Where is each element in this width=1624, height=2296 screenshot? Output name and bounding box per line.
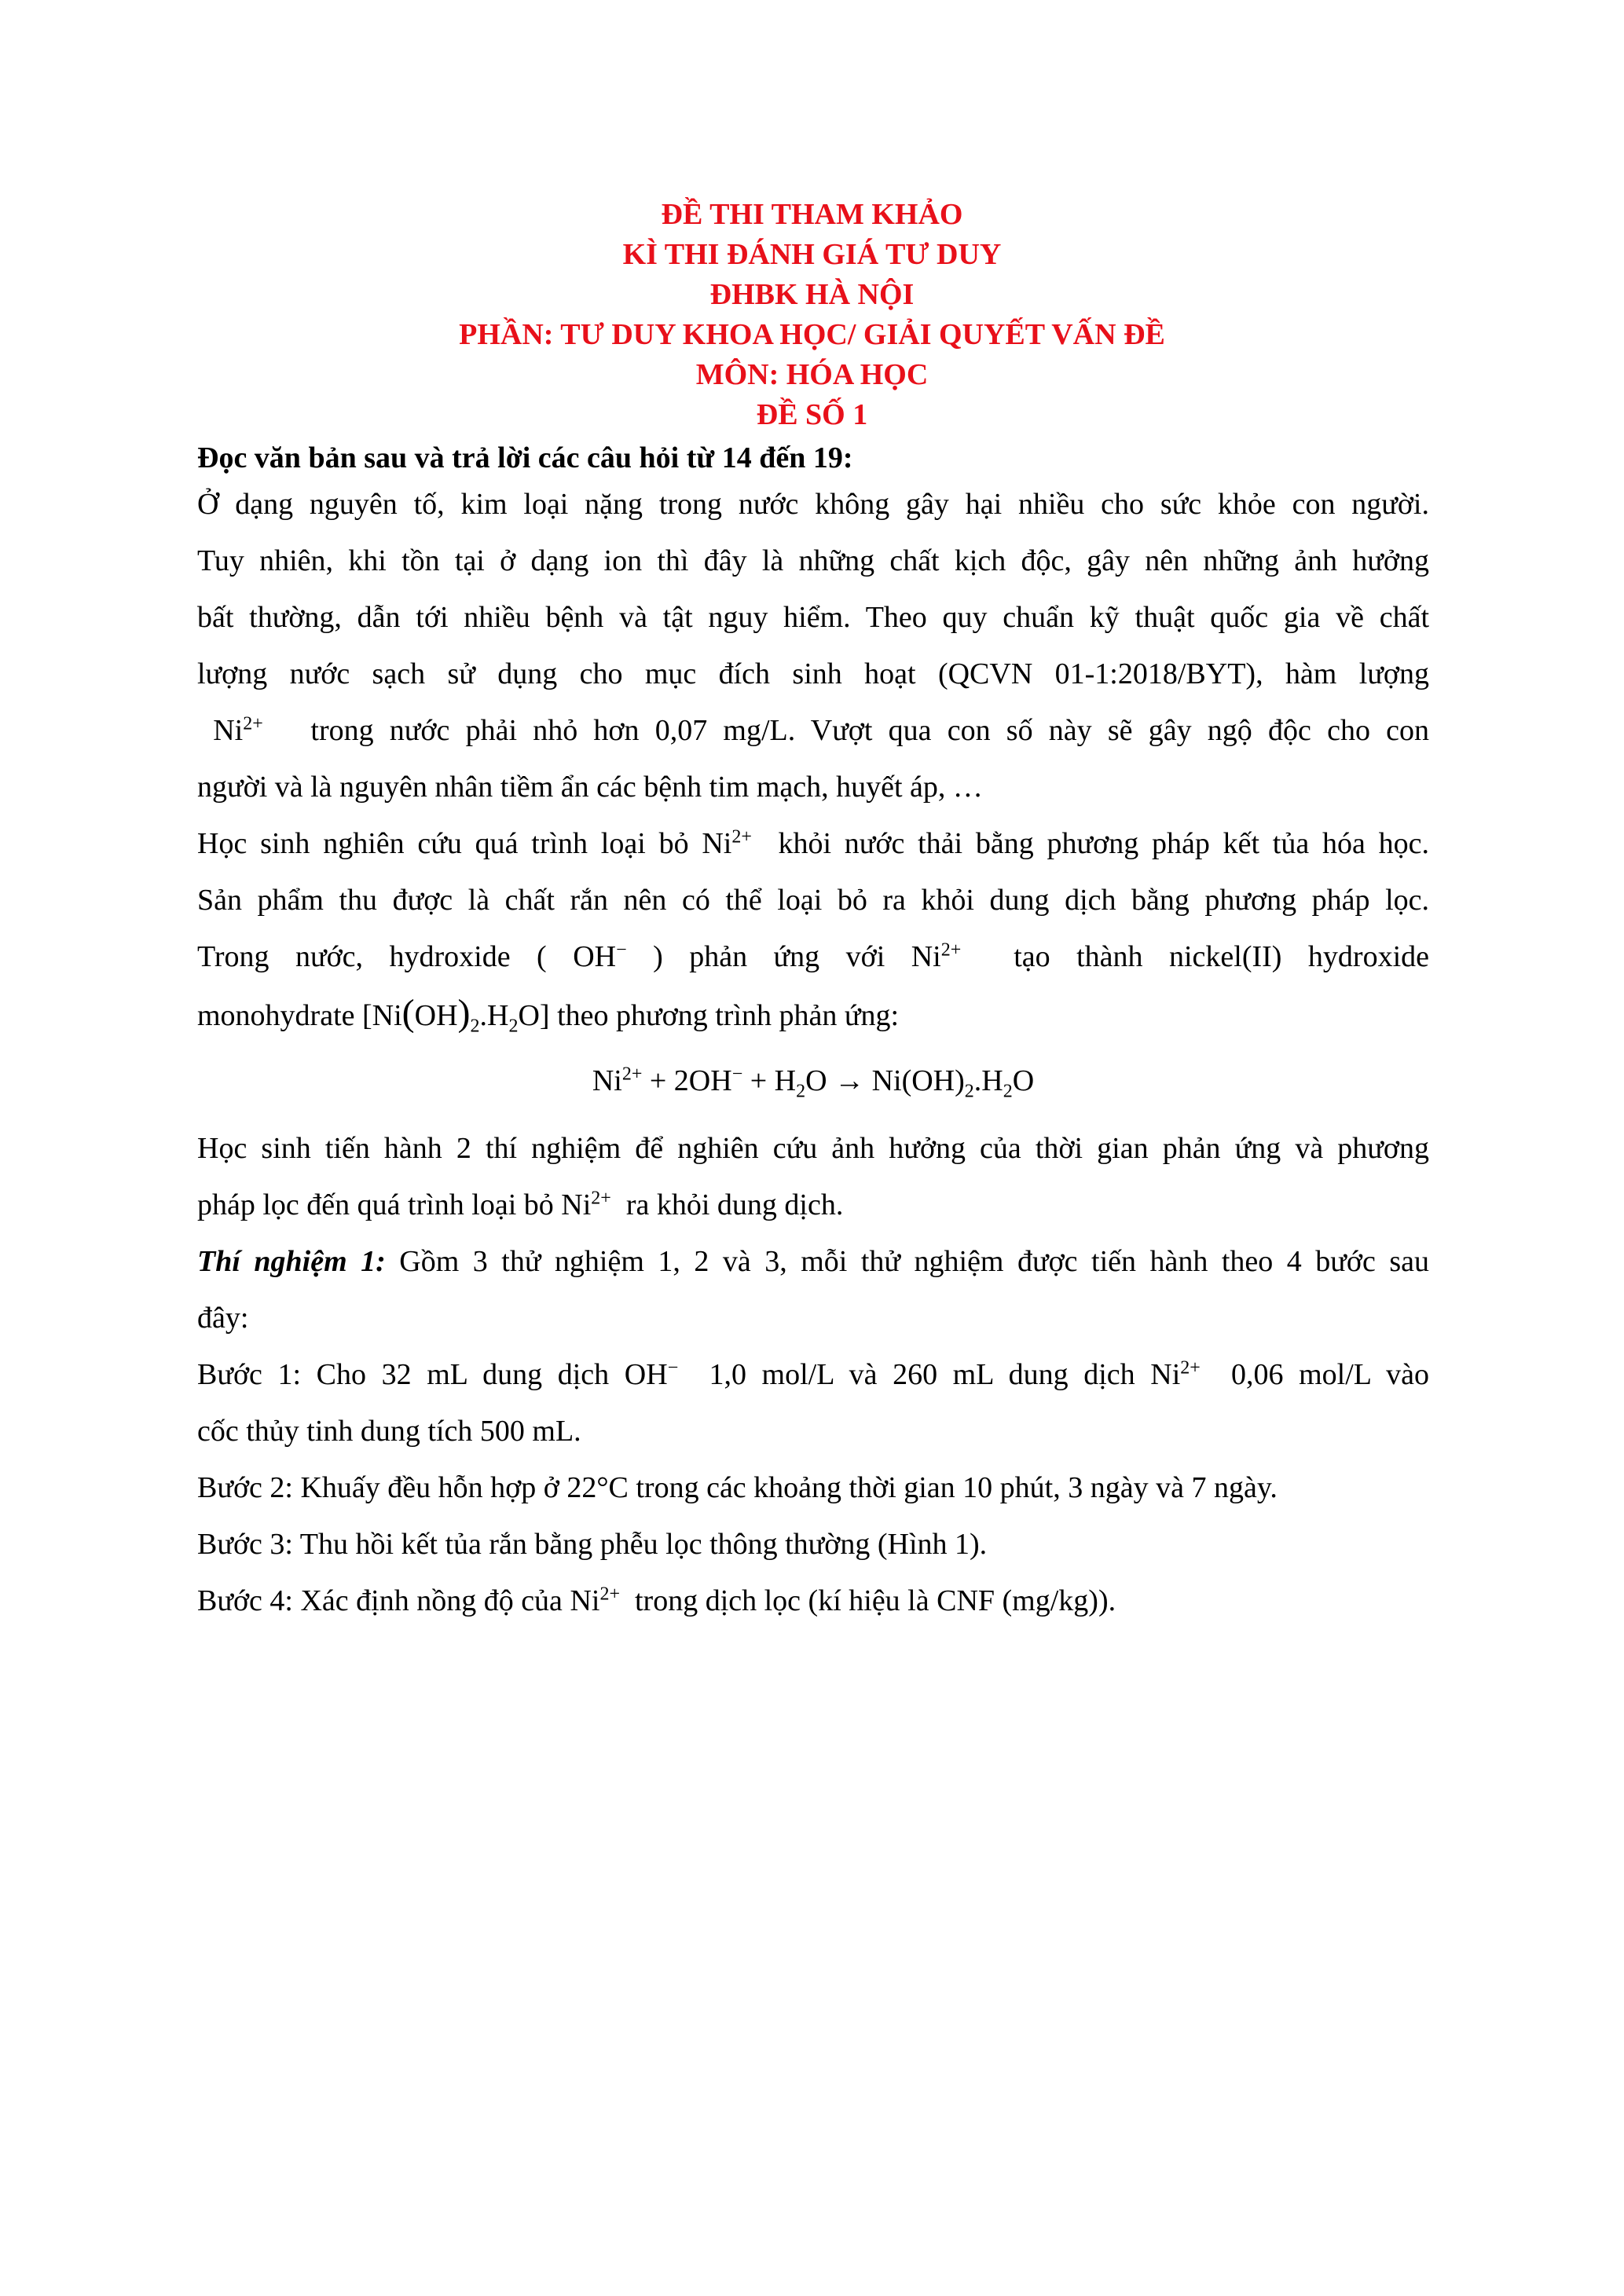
reaction-equation: $Ni^{2+} + 2OH^- + H_2O \to Ni(OH)_2.H_2O$ bbox=[592, 1064, 1035, 1102]
text-line: người và là nguyên nhân tiềm ẩn các bệnh tim mạch, huyết áp, … bbox=[197, 771, 983, 804]
text-line: Bước 2: Khuấy đều hỗn hợp ở 22°C trong các khoảng thời gian 10 phút, 3 ngày và 7 ngày. bbox=[197, 1471, 1278, 1504]
reaction-arrow-icon: → bbox=[834, 1064, 865, 1097]
text-line: Học sinh nghiên cứu quá trình loại bỏ $Ni^{2+}$ khỏi nước thải bằng phương pháp kết tủa hóa học. bbox=[197, 826, 1430, 860]
hydroxide-ion-formula: OH− bbox=[624, 1357, 679, 1391]
header-university: ĐHBK HÀ NỘI bbox=[709, 278, 915, 311]
paragraph-experiments bbox=[197, 1120, 1429, 1233]
header-exam-number: ĐỀ SỐ 1 bbox=[756, 398, 868, 431]
header-subject: MÔN: HÓA HỌC bbox=[695, 358, 929, 391]
text-line: Học sinh tiến hành 2 thí nghiệm để nghiên cứu ảnh hưởng của thời gian phản ứng và phương bbox=[197, 1132, 1429, 1165]
text-line: Tuy nhiên, khi tồn tại ở dạng ion thì đây là những chất kịch độc, gây nên những ảnh hưởng bbox=[197, 544, 1429, 577]
paragraph-intro bbox=[197, 476, 1429, 815]
text-line: lượng nước sạch sử dụng cho mục đích sinh hoạt (QCVN 01-1:2018/BYT), hàm lượng bbox=[197, 657, 1429, 690]
text-line: monohydrate $[Ni(OH)_2.H_2O]$ theo phương trình phản ứng: bbox=[197, 992, 899, 1037]
ni-ion-formula: $Ni^{2+}$ bbox=[561, 1188, 611, 1221]
text-line: bất thường, dẫn tới nhiều bệnh và tật nguy hiểm. Theo quy chuẩn kỹ thuật quốc gia về chất bbox=[197, 601, 1429, 634]
ni-ion-formula: $Ni^{2+}$ bbox=[213, 713, 263, 747]
text-line: Ở dạng nguyên tố, kim loại nặng trong nước không gây hại nhiều cho sức khỏe con người. bbox=[197, 488, 1429, 521]
experiment-label: Thí nghiệm 1: bbox=[197, 1245, 386, 1278]
step-1 bbox=[197, 1346, 1429, 1459]
text-line: đây: bbox=[197, 1302, 249, 1335]
header-section: PHẦN: TƯ DUY KHOA HỌC/ GIẢI QUYẾT VẤN ĐỀ bbox=[459, 318, 1165, 351]
paragraph-study bbox=[197, 815, 1429, 1042]
text-line: Bước 4: Xác định nồng độ của $Ni^{2+}$ trong dịch lọc (kí hiệu là CNF (mg/kg)). bbox=[197, 1584, 1116, 1617]
header-title-line: ĐỀ THI THAM KHẢO bbox=[661, 198, 963, 231]
text-line: Thí nghiệm 1: Gồm 3 thử nghiệm 1, 2 và 3, mỗi thử nghiệm được tiến hành theo 4 bước sau bbox=[197, 1245, 1429, 1278]
ni-ion-formula: $Ni^{2+}$ bbox=[911, 939, 962, 973]
step-2 bbox=[197, 1459, 1429, 1516]
text-line: pháp lọc đến quá trình loại bỏ $Ni^{2+}$ ra khỏi dung dịch. bbox=[197, 1188, 844, 1221]
hydroxide-ion-formula: OH− bbox=[573, 939, 627, 973]
ni-ion-formula: $Ni^{2+}$ bbox=[702, 826, 752, 860]
text-line: Bước 3: Thu hồi kết tủa rắn bằng phễu lọc thông thường (Hình 1). bbox=[197, 1528, 988, 1561]
nickel-hydroxide-formula: $[Ni(OH)_2.H_2O]$ bbox=[362, 992, 550, 1037]
text-line: Trong nước, hydroxide ( OH− ) phản ứng với $Ni^{2+}$ tạo thành nickel(II) hydroxide bbox=[197, 939, 1430, 973]
text-line: cốc thủy tinh dung tích 500 mL. bbox=[197, 1415, 581, 1448]
text-line: $Ni^{2+}$ trong nước phải nhỏ hơn 0,07 mg/L. Vượt qua con số này sẽ gây ngộ độc cho con bbox=[197, 702, 1429, 759]
paragraph-experiment-1 bbox=[197, 1233, 1429, 1346]
step-4 bbox=[197, 1573, 1429, 1629]
text-line: Sản phẩm thu được là chất rắn nên có thể loại bỏ ra khỏi dung dịch bằng phương pháp lọc. bbox=[197, 884, 1429, 917]
exam-header bbox=[0, 195, 1624, 435]
header-exam-name: KÌ THI ĐÁNH GIÁ TƯ DUY bbox=[622, 238, 1002, 271]
ni-ion-formula: $Ni^{2+}$ bbox=[570, 1584, 620, 1617]
reading-instruction: Đọc văn bản sau và trả lời các câu hỏi từ 14 đến 19: bbox=[197, 441, 853, 474]
text-line: Bước 1: Cho 32 mL dung dịch OH− 1,0 mol/L và 260 mL dung dịch $Ni^{2+}$ 0,06 mol/L vào bbox=[197, 1357, 1430, 1391]
document-body bbox=[197, 440, 1429, 1629]
ni-ion-formula: $Ni^{2+}$ bbox=[1150, 1357, 1201, 1391]
step-3 bbox=[197, 1516, 1429, 1573]
